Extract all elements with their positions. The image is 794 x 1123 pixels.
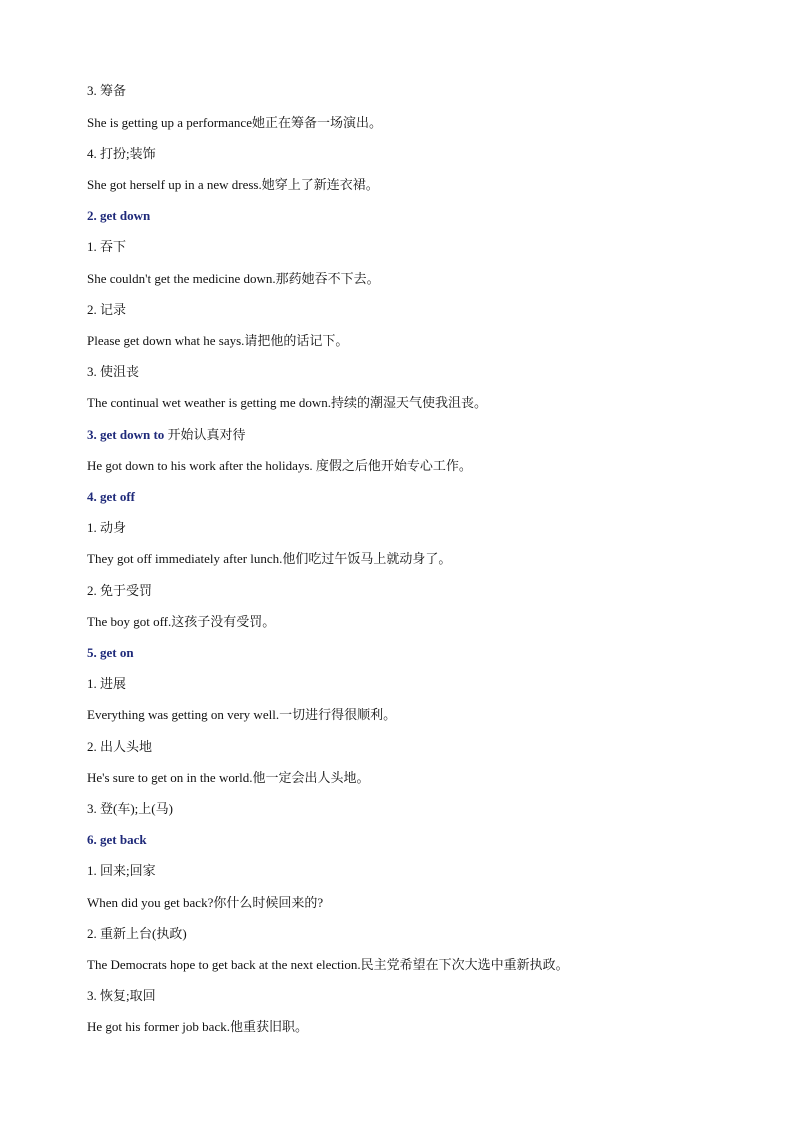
example-sentence: They got off immediately after lunch.他们吃过午饭马上就动身了。 — [87, 551, 452, 566]
example-sentence: The boy got off.这孩子没有受罚。 — [87, 614, 276, 629]
phrase-heading-meaning: 开始认真对待 — [164, 427, 246, 442]
example-sentence: He's sure to get on in the world.他一定会出人头地。 — [87, 770, 370, 785]
phrase-heading — [87, 427, 246, 443]
phrase-heading-text: 5. get on — [87, 645, 134, 660]
sense-line: 3. 登(车);上(马) — [87, 801, 173, 816]
phrase-heading-text: 3. get down to — [87, 427, 165, 442]
sense-line: 3. 恢复;取回 — [87, 988, 156, 1003]
example-sentence: He got his former job back.他重获旧职。 — [87, 1019, 308, 1034]
sense-line: 4. 打扮;装饰 — [87, 146, 156, 161]
example-sentence: Everything was getting on very well.一切进行得很顺利。 — [87, 707, 397, 722]
sense-line: 2. 出人头地 — [87, 739, 153, 754]
sense-line: 2. 记录 — [87, 302, 127, 317]
example-sentence: When did you get back?你什么时候回来的? — [87, 895, 324, 910]
sense-line: 2. 免于受罚 — [87, 583, 153, 598]
phrase-heading — [87, 489, 135, 505]
sense-line: 1. 回来;回家 — [87, 863, 156, 878]
phrase-heading-text: 2. get down — [87, 208, 151, 223]
phrase-heading-text: 6. get back — [87, 832, 147, 847]
sense-line: 1. 进展 — [87, 676, 127, 691]
example-sentence: He got down to his work after the holidays. 度假之后他开始专心工作。 — [87, 458, 472, 473]
sense-line: 3. 使沮丧 — [87, 364, 140, 379]
phrase-heading — [87, 832, 147, 848]
sense-line: 1. 动身 — [87, 520, 127, 535]
sense-line: 2. 重新上台(执政) — [87, 926, 187, 941]
phrase-heading-text: 4. get off — [87, 489, 136, 504]
example-sentence: Please get down what he says.请把他的话记下。 — [87, 333, 349, 348]
example-sentence: She is getting up a performance她正在筹备一场演出。 — [87, 115, 382, 130]
sense-line: 3. 筹备 — [87, 83, 127, 98]
sense-line: 1. 吞下 — [87, 239, 127, 254]
phrase-heading — [87, 645, 134, 661]
example-sentence: The Democrats hope to get back at the next election.民主党希望在下次大选中重新执政。 — [87, 957, 569, 972]
example-sentence: She got herself up in a new dress.她穿上了新连衣裙。 — [87, 177, 379, 192]
example-sentence: She couldn't get the medicine down.那药她吞不下去。 — [87, 271, 380, 286]
example-sentence: The continual wet weather is getting me down.持续的潮湿天气使我沮丧。 — [87, 395, 488, 410]
phrase-heading — [87, 208, 150, 224]
